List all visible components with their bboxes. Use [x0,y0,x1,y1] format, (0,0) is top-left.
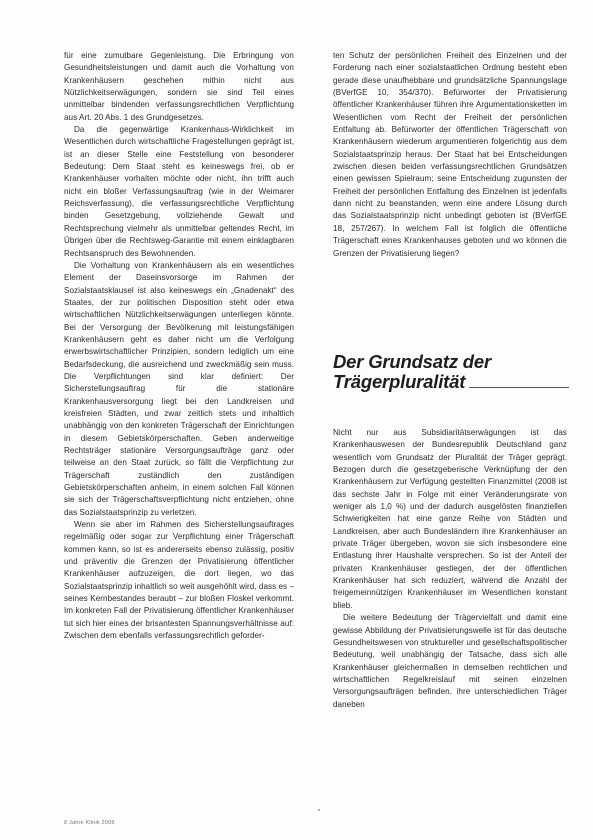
paragraph: Die Vorhaltung von Krankenhäusern als ein wesentliches Element der Daseinsvorsorge im Rahmen der Sozialstaatsklausel ist also keineswegs ein „Gnadenakt“ des Staates, der zur politischen Disposition steht oder etwa wirtschaftlichen Nützlichkeitserwägungen unterliegen könnte. Bei der Versorgung der Bevölkerung mit leistungsfähigen Krankenhäusern geht es daher nicht um die Verfolgung erwerbswirtschaftlicher Prinzipien, sondern lediglich um eine Bedarfsdeckung, die ausreichend und zweckmäßig sein muss. Die Verpflichtungen sind klar definiert: Der Sicherstellungsauftrag für die stationäre Krankenhausversorgung liegt bei den Landkreisen und kreisfreien Städten, und zwar zeitlich stets und inhaltlich unabhängig von den konkreten Trägerschaft der Einrichtungen in diesem Gebietskörperschaften. Geben anderweitige Rechtsträger stationäre Versorgungsaufträge ganz oder teilweise an den Staat zurück, so fällt die Verpflichtung zur Trägerschaft zuständlich den zuständigen Gebietskörperschaften anheim, in einem solchen Fall können sie sich der Trägerschaftsverpflichtung nicht entziehen, ohne das Sozialstaatsprinzip zu verletzen. [64,260,294,517]
section-heading [333,352,569,392]
section-heading-line-1: Der Grundsatz der [333,351,491,372]
right-column-bottom [333,427,567,711]
paragraph: Da die gegenwärtige Krankenhaus-Wirklichkeit im Wesentlichen durch wirtschaftliche Fragestellungen geprägt ist, ist an dieser Stelle eine Feststellung von besonderer Bedeutung: Dem Staat steht es keineswegs frei, ob er Krankenhäuser vorhalten möchte oder nicht, ihn trifft auch nicht ein bloßer Verfassungsauftrag (wie in der Weimarer Reichsverfassung), die verfassungsrechtliche Verpflichtung binden Gesetzgebung, vollziehende Gewalt und Rechtsprechung vielmehr als unmittelbar geltendes Recht, im Übrigen über die Rechtsweg-Garantie mit einem einklagbaren Rechtsanspruch des Bewohnenden. [64,125,294,258]
paragraph: Nicht nur aus Subsidiaritätserwägungen ist das Krankenhauswesen der Bundesrepublik Deutschland ganz wesentlich vom Grundsatz der Pluralität der Träger geprägt. Bezogen durch die gesetzgeberische Verknüpfung der den Krankenhäusern zur Verfügung gestellten Finanzmittel (2008 ist das sechste Jahr in Folge mit einer Veränderungsrate von weniger als 1,0 %) und der dadurch ausgelösten finanziellen Schwierigkeiten hat eine ganze Reihe von Städten und Landkreisen, aber auch Bundesländern ihre Krankenhäuser an private Träger übergeben, wovon sie sich insbesondere eine Entlastung ihrer Haushalte versprechen. So ist der Anteil der privaten Krankenhäuser gestiegen, der der öffentlichen Krankenhäuser hat sich reduziert, während die Anzahl der freigemeinnützigen Krankenhäuser im Wesentlichen konstant blieb. [333,428,567,610]
page-folio: 8 Jahre Klinik 2008 [64,820,115,826]
page-mark [318,809,320,811]
paragraph: für eine zumutbare Gegenleistung. Die Erbringung von Gesundheitsleistungen und damit auch die Vorhaltung von Krankenhäusern geschehen mithin nicht aus Nützlichkeitserwägungen, sondern sie sind Teil eines unmittelbar bindenden verfassungsrechtlichen Verpflichtung aus Art. 20 Abs. 1 des Grundgesetzes. [64,51,294,122]
right-column-top [333,50,567,260]
paragraph: ten Schutz der persönlichen Freiheit des Einzelnen und der Forderung nach einer sozialstaatlichen Ordnung besteht eben gerade diese unaufhebbare und grundsätzliche Spannungslage (BVerfGE 10, 354/370). Befürworter der Privatisierung öffentlicher Krankenhäuser führen ihre Argumentationsketten im Wesentlichen vom Recht der Freiheit der persönlichen Entfaltung ab. Befürworter der öffentlichen Trägerschaft von Krankenhäusern wiederum argumentieren folgerichtig aus dem Sozialstaatsprinzip heraus. Der Staat hat bei Entscheidungen zwischen diesen beiden verfassungsrechtlichen Grundsätzen einen gewissen Spielraum; seine Entscheidung zugunsten der Freiheit der persönlichen Entfaltung des Einzelnen ist jedenfalls dann nicht zu beanstanden, wenn eine andere Lösung durch das Sozialstaatsprinzip nicht unbedingt geboten ist (BVerfGE 18, 257/267). In welchem Fall ist folglich die öffentliche Trägerschaft eines Krankenhauses geboten und wo können die Grenzen der Privatisierung liegen? [333,51,567,258]
section-heading-line-2: Trägerpluralität [333,371,466,392]
heading-rule [469,387,569,388]
paragraph: Wenn sie aber im Rahmen des Sicherstellungsauftrages regelmäßig oder sogar zur Verpflichtung einer Trägerschaft kommen kann, so ist es andererseits ebenso zulässig, positiv und präventiv die Grenzen der Privatisierung öffentlicher Krankenhäuser aufzuzeigen, die dort liegen, wo das Sozialstaatsprinzip inhaltlich so weit ausgehöhlt wird, dass es – seines Kernbestandes beraubt – zur bloßen Floskel verkommt. Im konkreten Fall der Privatisierung öffentlicher Krankenhäuser tut sich hier eines der brisantesten Spannungsverhältnisse auf: Zwischen dem ebenfalls verfassungsrechtlich geforder- [64,520,294,641]
left-column [64,50,294,643]
paragraph: Die weitere Bedeutung der Trägervielfalt und damit eine gewisse Abbildung der Privatisierungswelle ist für das deutsche Gesundheitswesen von struktureller und gesellschaftspolitischer Bedeutung, weil unabhängig der Tatsache, dass sich alle Krankenhäuser gleichermaßen in demselben rechtlichen und wirtschaftlichen Regelkreislauf mit seinen einzelnen Versorgungsaufträgen befinden, ihre unterschiedlichen Träger daneben [333,613,567,709]
